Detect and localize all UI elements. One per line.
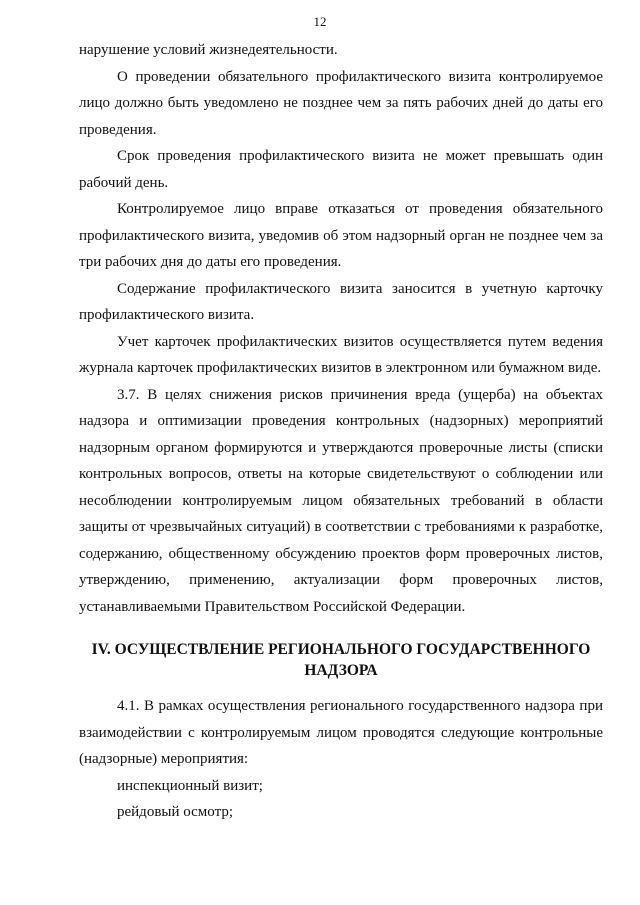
paragraph: Срок проведения профилактического визита не может превышать один рабочий день. [79,148,603,191]
paragraph: Контролируемое лицо вправе отказаться от проведения обязательного профилактического визита, уведомив об этом надзорный орган не позднее чем за три рабочих дня до даты его проведения. [79,201,603,270]
list-item: инспекционный визит; [117,777,263,794]
paragraph-section-3-7: 3.7. В целях снижения рисков причинения вреда (ущерба) на объектах надзора и оптимизации проведения контрольных (надзорных) мероприятий надзорным органом формируются и утверждаются проверочные листы (списки контрольных вопросов, ответы на которые свидетельствуют о соблюдении или несоблюдении контролируемым лицом обязательных требований в области защиты от чрезвычайных ситуаций) в соответствии с требованиями к разработке, содержанию, общественному обсуждению проектов форм проверочных листов, утверждению, применению, актуализации форм проверочных листов, устанавливаемыми Правительством Российской Федерации. [79,386,603,615]
paragraph-section-4-1: 4.1. В рамках осуществления регионального государственного надзора при взаимодействии с контролируемым лицом проводятся следующие контрольные (надзорные) мероприятия: [79,698,603,767]
section-heading [79,639,603,681]
document-body [79,37,603,826]
paragraph: нарушение условий жизнедеятельности. [79,42,338,58]
paragraph: Содержание профилактического визита заносится в учетную карточку профилактического визита. [79,280,603,323]
paragraph: Учет карточек профилактических визитов осуществляется путем ведения журнала карточек профилактических визитов в электронном или бумажном виде. [79,333,603,376]
section-heading-line: НАДЗОРА [304,662,378,679]
page-number: 12 [313,14,327,29]
paragraph: О проведении обязательного профилактического визита контролируемое лицо должно быть уведомлено не позднее чем за пять рабочих дней до даты его проведения. [79,68,603,138]
section-heading-line: IV. ОСУЩЕСТВЛЕНИЕ РЕГИОНАЛЬНОГО ГОСУДАРСТВЕННОГО [91,641,591,658]
list-item: рейдовый осмотр; [117,804,233,820]
